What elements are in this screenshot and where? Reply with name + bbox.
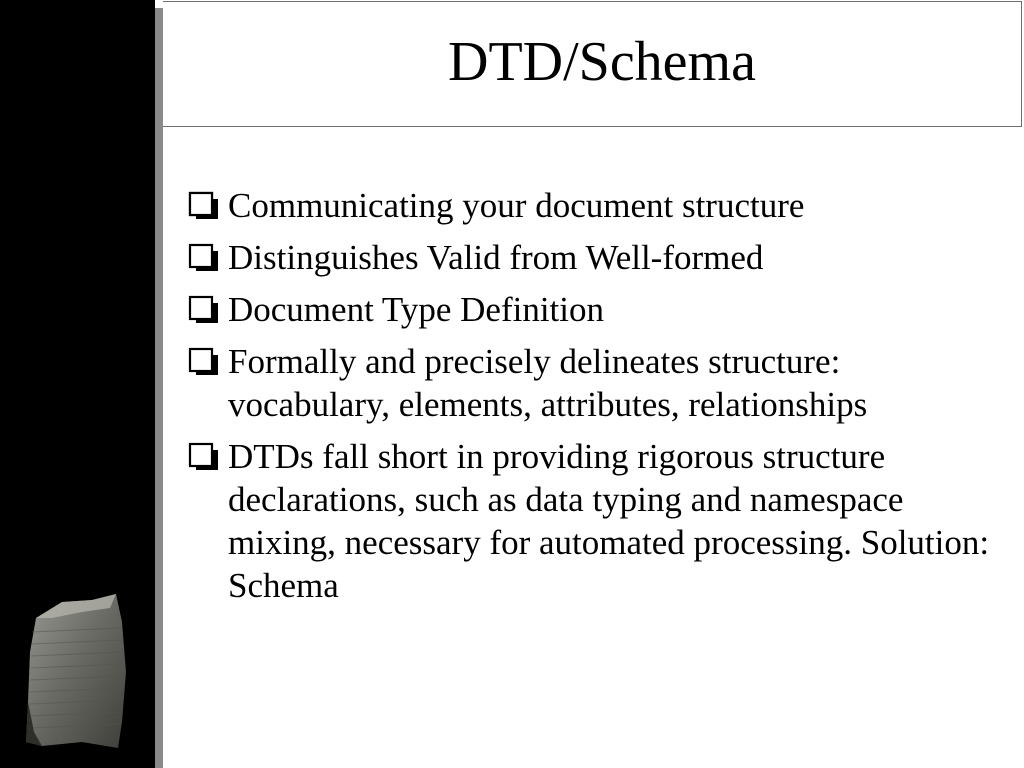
checkbox-square-icon xyxy=(188,184,228,224)
rosetta-stone-image xyxy=(22,592,130,752)
bullet-item xyxy=(188,236,1008,279)
checkbox-square-icon xyxy=(188,236,228,276)
bullet-item xyxy=(188,340,1008,426)
bullet-text: Distinguishes Valid from Well-formed xyxy=(228,238,764,277)
slide-title: DTD/Schema xyxy=(448,31,756,93)
bullet-item xyxy=(188,288,1008,331)
bullet-text: Formally and precisely delineates structure: vocabulary, elements, attributes, relationships xyxy=(228,342,868,424)
bullet-list xyxy=(188,184,1008,616)
bullet-text: Document Type Definition xyxy=(228,290,604,329)
bullet-item xyxy=(188,184,1008,227)
checkbox-square-icon xyxy=(188,435,228,475)
checkbox-square-icon xyxy=(188,340,228,380)
checkbox-square-icon xyxy=(188,288,228,328)
bullet-text: Communicating your document structure xyxy=(228,186,805,225)
band-shadow xyxy=(155,8,163,768)
left-decor-band xyxy=(0,0,155,768)
title-box xyxy=(163,1,1022,127)
bullet-item xyxy=(188,435,1008,607)
bullet-text: DTDs fall short in providing rigorous structure declarations, such as data typing and namespace mixing, necessary for automated processing. Solution: Schema xyxy=(228,437,990,605)
